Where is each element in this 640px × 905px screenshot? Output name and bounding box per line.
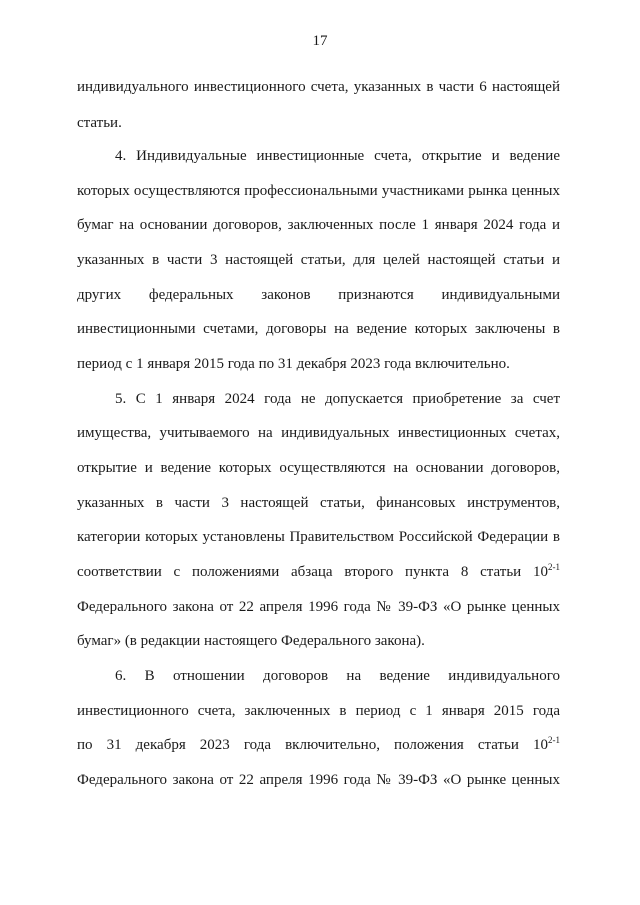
text-line: Федерального закона от 22 апреля 1996 года № 39-ФЗ «О рынке ценных [77,599,560,615]
text-line: других федеральных законов признаются индивидуальными [77,287,560,303]
text-line-with-superscript [77,562,560,582]
paragraph-4-first-line: 4. Индивидуальные инвестиционные счета, открытие и ведение [115,148,560,164]
text-line: бумаг на основании договоров, заключенных после 1 января 2024 года и [77,217,560,233]
text-line-with-superscript [77,735,560,755]
text-line: инвестиционными счетами, договоры на ведение которых заключены в [77,321,560,337]
paragraph-5-first-line: 5. С 1 января 2024 года не допускается приобретение за счет [115,391,560,407]
page-number: 17 [312,33,328,49]
text-line: указанных в части 3 настоящей статьи, финансовых инструментов, [77,495,560,511]
text-line: имущества, учитываемого на индивидуальных инвестиционных счетах, [77,425,560,441]
text-line: которых осуществляются профессиональными участниками рынка ценных [77,183,560,199]
text-line: бумаг» (в редакции настоящего Федерального закона). [77,633,425,649]
text-line: период с 1 января 2015 года по 31 декабря 2023 года включительно. [77,356,510,372]
superscript: 2-1 [548,735,560,745]
text-line: категории которых установлены Правительством Российской Федерации в [77,529,560,545]
paragraph-6-first-line: 6. В отношении договоров на ведение индивидуального [115,668,560,684]
text-line-main: соответствии с положениями абзаца второго пункта 8 статьи 10 [77,564,548,580]
text-line: статьи. [77,115,122,131]
text-line: открытие и ведение которых осуществляются на основании договоров, [77,460,560,476]
superscript: 2-1 [548,562,560,572]
text-line: индивидуального инвестиционного счета, указанных в части 6 настоящей [77,79,560,95]
text-line: инвестиционного счета, заключенных в период с 1 января 2015 года [77,703,560,719]
text-line: указанных в части 3 настоящей статьи, для целей настоящей статьи и [77,252,560,268]
text-line-main: по 31 декабря 2023 года включительно, положения статьи 10 [77,737,548,753]
text-line: Федерального закона от 22 апреля 1996 года № 39-ФЗ «О рынке ценных [77,772,560,788]
